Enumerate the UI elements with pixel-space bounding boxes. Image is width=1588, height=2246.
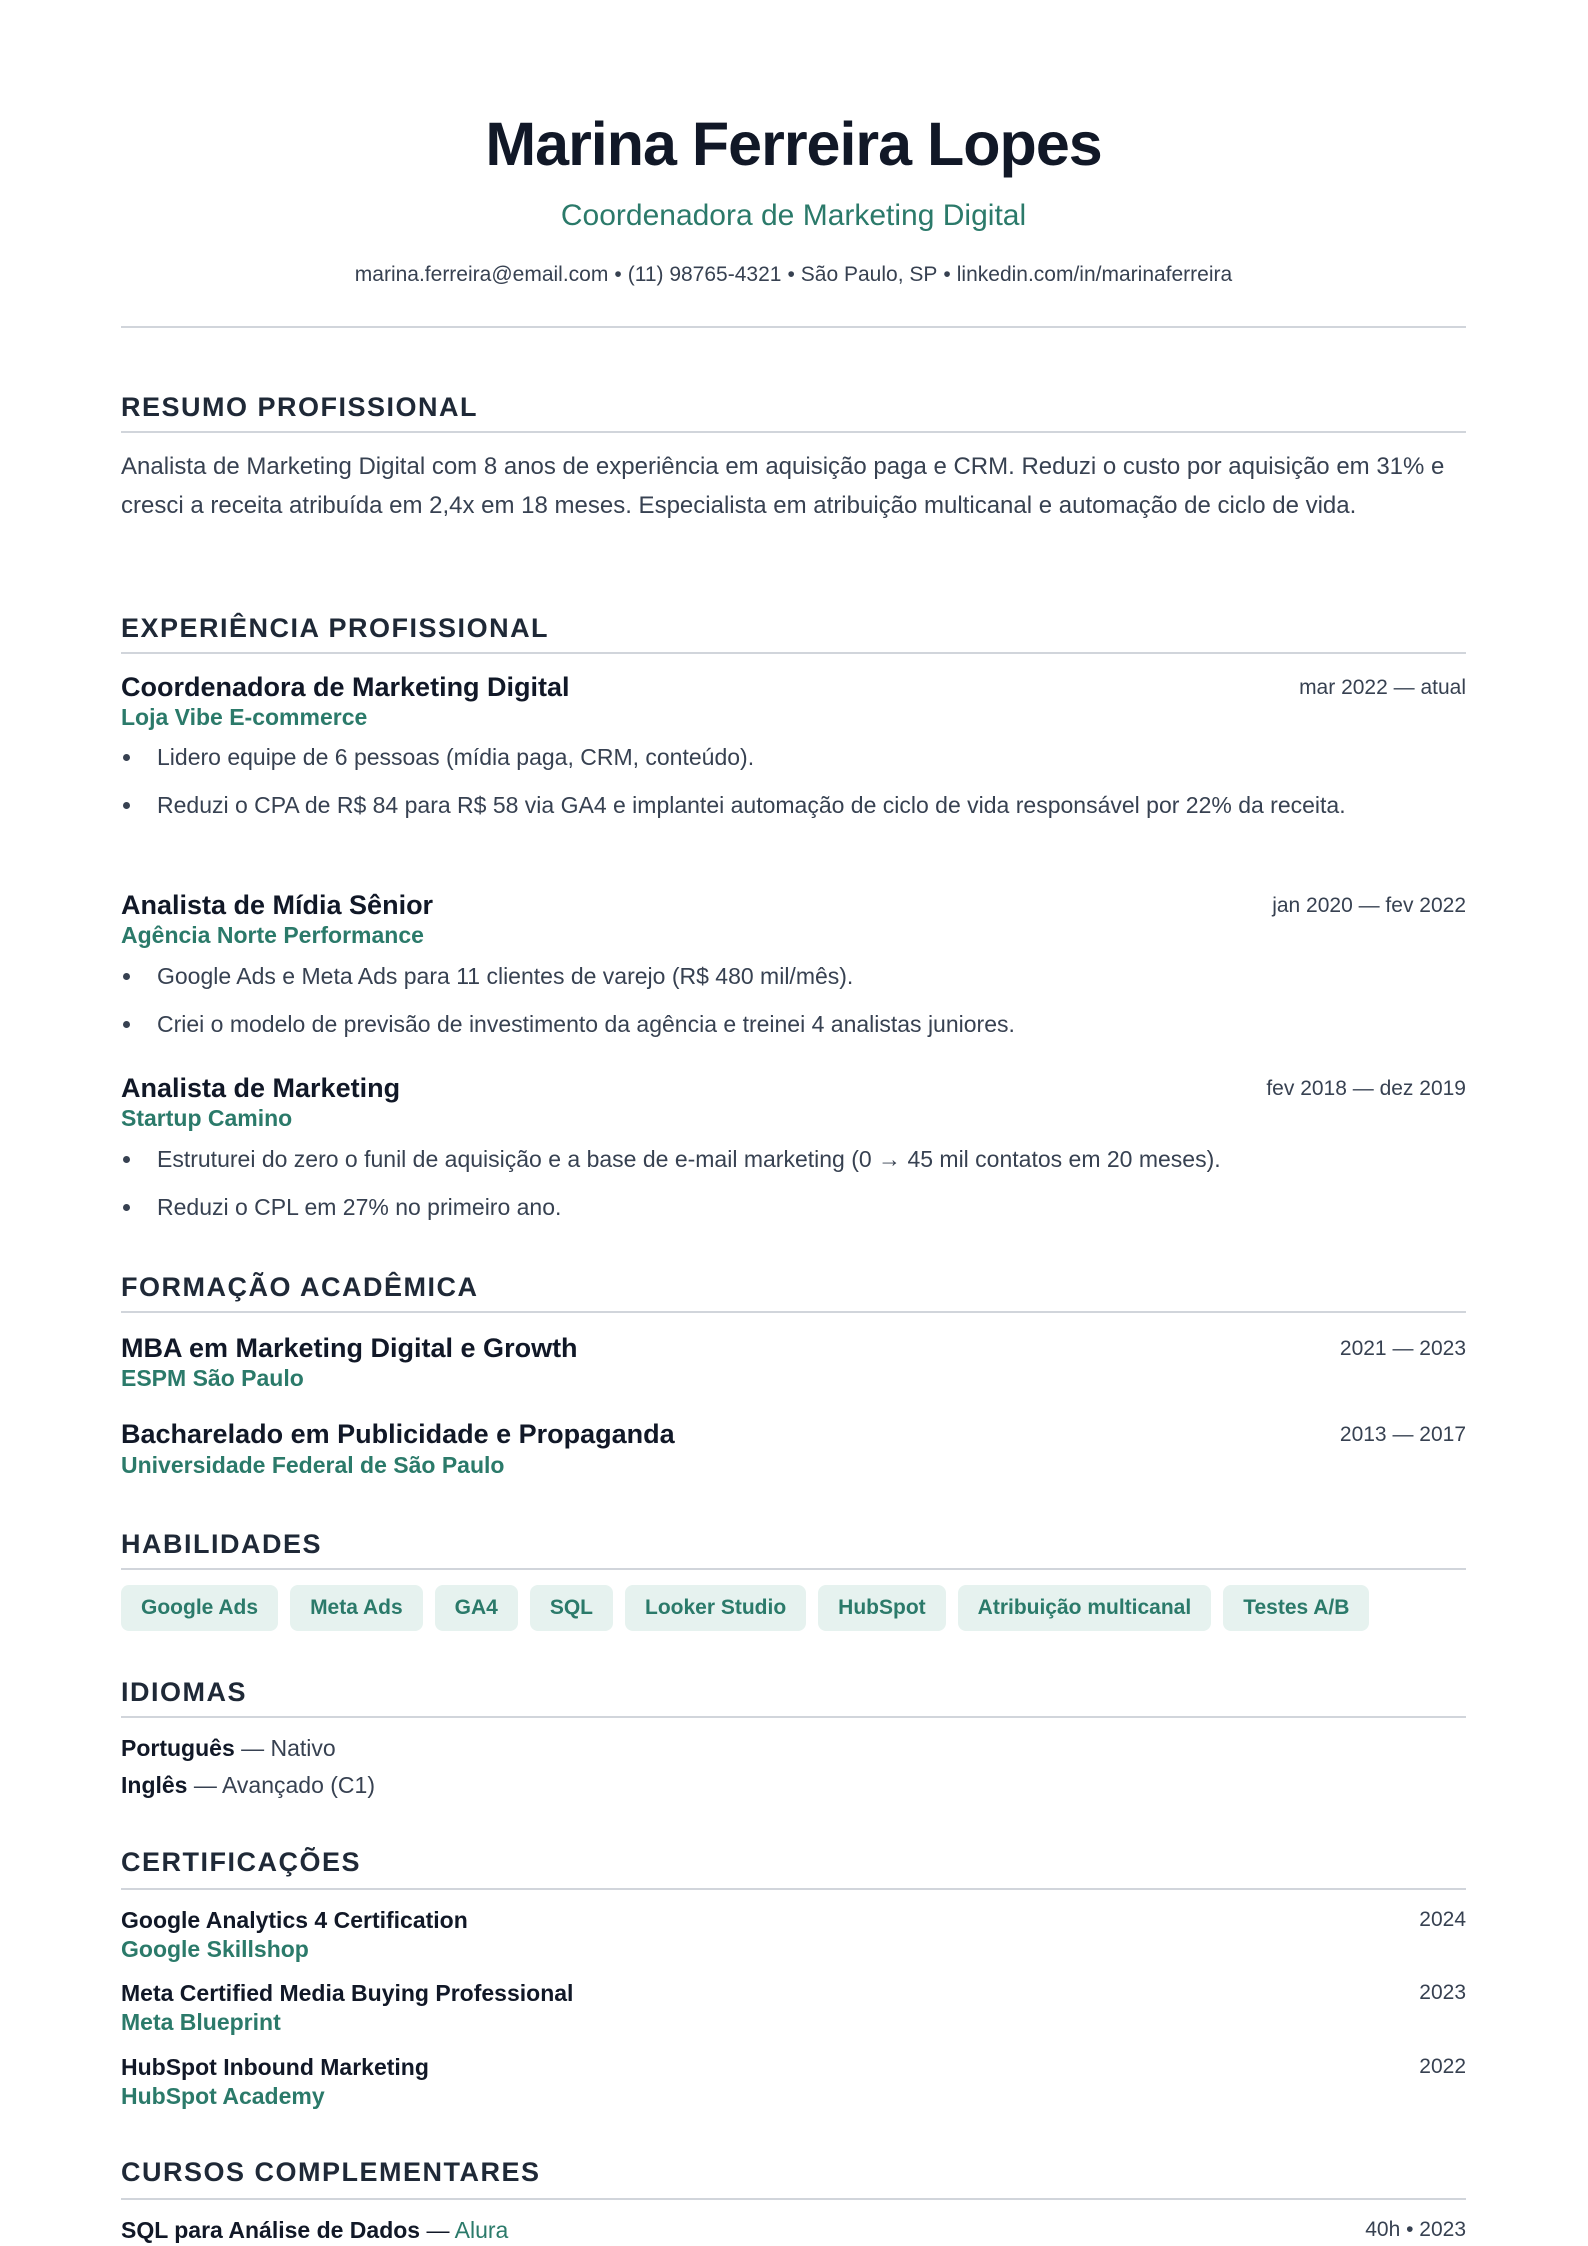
job-role: Analista de Marketing — [121, 1073, 401, 1103]
language-level: Nativo — [270, 1735, 336, 1761]
language-name: Português — [121, 1735, 235, 1761]
contact-linkedin[interactable]: linkedin.com/in/marinaferreira — [956, 263, 1233, 286]
section-divider — [121, 1716, 1466, 1718]
list-item: Estruturei do zero o funil de aquisição e a base de e-mail marketing (0 → 45 mil contatos em 20 meses). — [121, 1142, 1466, 1176]
list-item: Reduzi o CPL em 27% no primeiro ano. — [121, 1190, 1466, 1224]
course-provider: Alura — [454, 2217, 509, 2243]
job-dates: mar 2022 — atual — [1299, 676, 1466, 699]
section-title-summary: RESUMO PROFISSIONAL — [121, 392, 479, 422]
language-level: Avançado (C1) — [221, 1772, 375, 1798]
section-divider — [121, 652, 1466, 654]
job-bullets — [121, 959, 1466, 1055]
cert-year: 2023 — [1419, 1981, 1466, 2004]
section-divider — [121, 1888, 1466, 1890]
course-meta: 40h • 2023 — [1365, 2218, 1466, 2241]
education-school: ESPM São Paulo — [121, 1365, 304, 1391]
contact-line — [121, 260, 1466, 290]
education-school: Universidade Federal de São Paulo — [121, 1452, 505, 1478]
education-dates: 2021 — 2023 — [1339, 1337, 1466, 1360]
language-item — [121, 1732, 336, 1764]
skill-chip: Atribuição multicanal — [958, 1585, 1212, 1631]
list-item: Criei o modelo de previsão de investimento da agência e treinei 4 analistas juniores. — [121, 1007, 1466, 1041]
section-title-languages: IDIOMAS — [121, 1677, 248, 1707]
language-item — [121, 1769, 375, 1801]
course-item — [121, 2215, 508, 2245]
list-item: Lidero equipe de 6 pessoas (mídia paga, CRM, conteúdo). — [121, 740, 1466, 774]
candidate-role: Coordenadora de Marketing Digital — [560, 199, 1027, 232]
contact-separator: • — [614, 263, 622, 286]
cert-name: Google Analytics 4 Certification — [121, 1907, 468, 1933]
language-dash: — — [193, 1772, 217, 1798]
job-role: Analista de Mídia Sênior — [121, 890, 434, 920]
cert-issuer: HubSpot Academy — [121, 2083, 325, 2109]
contact-separator: • — [787, 263, 795, 286]
contact-location: São Paulo, SP — [800, 263, 938, 286]
skill-chip: Looker Studio — [625, 1585, 806, 1631]
skill-chip: Google Ads — [121, 1585, 278, 1631]
contact-phone: (11) 98765-4321 — [627, 263, 782, 286]
skill-chip: Testes A/B — [1223, 1585, 1369, 1631]
section-divider — [121, 1568, 1466, 1570]
job-company: Loja Vibe E-commerce — [121, 704, 368, 730]
education-dates: 2013 — 2017 — [1339, 1423, 1466, 1446]
skill-chip: HubSpot — [818, 1585, 945, 1631]
section-divider — [121, 2198, 1466, 2200]
list-item: Reduzi o CPA de R$ 84 para R$ 58 via GA4 e implantei automação de ciclo de vida responsável por 22% da receita. — [121, 788, 1466, 822]
course-name: SQL para Análise de Dados — [121, 2217, 421, 2243]
skills-list — [121, 1585, 1466, 1631]
section-divider — [121, 1311, 1466, 1313]
cert-name: HubSpot Inbound Marketing — [121, 2054, 429, 2080]
section-title-experience: EXPERIÊNCIA PROFISSIONAL — [121, 613, 550, 643]
section-divider — [121, 431, 1466, 433]
contact-email[interactable]: marina.ferreira@email.com — [354, 263, 609, 286]
cert-year: 2022 — [1419, 2055, 1466, 2078]
job-company: Agência Norte Performance — [121, 922, 424, 948]
cert-issuer: Google Skillshop — [121, 1936, 309, 1962]
education-degree: Bacharelado em Publicidade e Propaganda — [121, 1419, 675, 1449]
section-title-courses: CURSOS COMPLEMENTARES — [121, 2157, 541, 2187]
cert-issuer: Meta Blueprint — [121, 2009, 281, 2035]
job-company: Startup Camino — [121, 1105, 293, 1131]
section-title-certifications: CERTIFICAÇÕES — [121, 1847, 362, 1877]
language-name: Inglês — [121, 1772, 188, 1798]
language-dash: — — [241, 1735, 265, 1761]
job-dates: fev 2018 — dez 2019 — [1266, 1077, 1466, 1100]
job-role: Coordenadora de Marketing Digital — [121, 672, 570, 702]
list-item: Google Ads e Meta Ads para 11 clientes de varejo (R$ 480 mil/mês). — [121, 959, 1466, 993]
cert-name: Meta Certified Media Buying Professional — [121, 1980, 574, 2006]
summary-text: Analista de Marketing Digital com 8 anos de experiência em aquisição paga e CRM. Reduzi o custo por aquisição em 31% e cresci a receita atribuída em 2,4x em 18 meses. Especialista em atribuição multicanal e automação de ciclo de vida. — [121, 453, 1445, 519]
candidate-name: Marina Ferreira Lopes — [485, 110, 1102, 178]
contact-separator: • — [943, 263, 951, 286]
job-dates: jan 2020 — fev 2022 — [1272, 894, 1466, 917]
skill-chip: GA4 — [435, 1585, 518, 1631]
cert-year: 2024 — [1419, 1908, 1466, 1931]
job-bullets — [121, 740, 1466, 836]
section-title-education: FORMAÇÃO ACADÊMICA — [121, 1272, 479, 1302]
header-divider — [121, 326, 1466, 328]
section-title-skills: HABILIDADES — [121, 1529, 323, 1559]
course-dash: — — [426, 2217, 450, 2243]
job-bullets — [121, 1142, 1466, 1238]
education-degree: MBA em Marketing Digital e Growth — [121, 1333, 578, 1363]
skill-chip: SQL — [530, 1585, 613, 1631]
skill-chip: Meta Ads — [290, 1585, 423, 1631]
